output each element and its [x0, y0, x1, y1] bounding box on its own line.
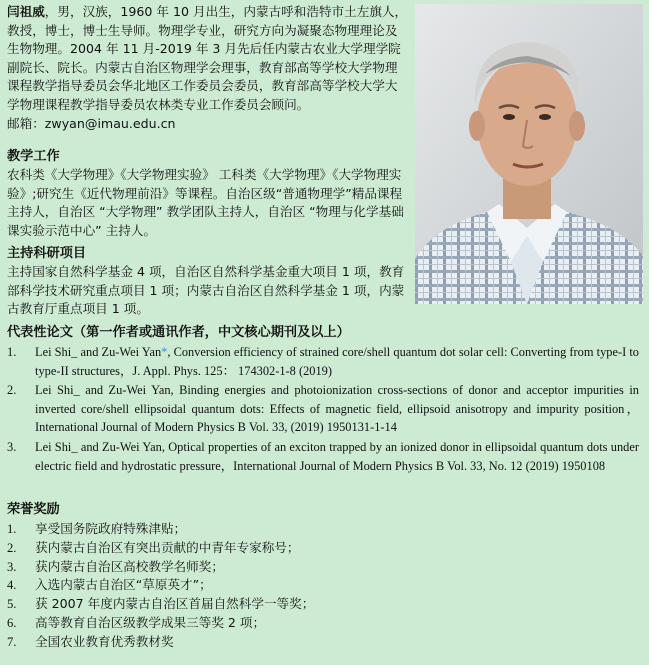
honor-number: 3. [7, 559, 17, 574]
honors-list [7, 520, 507, 652]
honor-item [7, 520, 507, 539]
paper-citation: , Conversion efficiency of strained core/shell quantum dot solar cell: Converting from type-I to type-II structures，J. Appl. Phys. 125： 174302-1-8 (2019) [35, 345, 639, 378]
honor-item [7, 595, 507, 614]
teaching-title: 教学工作 [7, 149, 60, 164]
person-name: 闫祖威 [7, 4, 45, 19]
email-link[interactable]: zwyan@imau.edu.cn [44, 115, 176, 131]
paper-number: 1. [7, 345, 17, 359]
honor-item [7, 576, 507, 595]
research-section [7, 244, 409, 319]
paper-item [7, 438, 639, 475]
honor-number: 1. [7, 522, 17, 536]
teaching-section [7, 147, 409, 240]
paper-citation: , Optical properties of an exciton trapped by an ionized donor in ellipsoidal quantum dots under electric field and hydrostatic pressure，International Journal of Modern Physics B Vol. 33, No. 12 (2019) 1950108 [35, 439, 640, 473]
email-label: 邮箱： [7, 115, 45, 131]
honor-item [7, 558, 507, 577]
honor-number: 5. [7, 597, 17, 612]
papers-title: 代表性论文（第一作者或通讯作者，中文核心期刊及以上） [7, 325, 350, 340]
honors-title: 荣誉奖励 [7, 502, 60, 517]
honor-text: 入选内蒙古自治区“草原英才”； [35, 577, 212, 593]
honor-number: 4. [7, 578, 17, 593]
paper-authors: Lei Shi_ and Zu-Wei Yan [35, 383, 171, 398]
paper-number: 3. [7, 439, 17, 454]
honor-number: 7. [7, 634, 17, 649]
honor-text: 获内蒙古自治区有突出贡献的中青年专家称号； [35, 539, 300, 555]
honor-text: 获 2007 年度内蒙古自治区首届自然科学一等奖； [35, 596, 315, 612]
paper-item [7, 343, 639, 380]
paper-authors: Lei Shi_ and Zu-Wei Yan [35, 439, 162, 454]
profile-photo [415, 4, 643, 304]
honor-item [7, 539, 507, 558]
paper-authors: Lei Shi_ and Zu-Wei Yan [35, 345, 162, 359]
research-title: 主持科研项目 [7, 246, 87, 261]
paper-citation: , Binding energies and photoionization cross-sections of donor and acceptor impurities in inverted core/shell ellipsoidal quantum dots: Effects of magnetic field, ellipsoid anisotropy and impurity position，International Journal of Modern Physics B Vol. 33, (2019) 1950131-1-14 [35, 383, 639, 435]
bio-text: ，男，汉族，1960 年 10 月出生，内蒙古呼和浩特市土左旗人，教授，博士，博士生导师。物理学专业，研究方向为凝聚态物理理论及生物物理。2004 年 11 月-2019 年 3 月先后任内蒙古农业大学理学院副院长、院长。内蒙古自治区物理学会理事，教育部高等学校大学物理课程教学指导委员会华北地区工作委员会委员，教育部高等学校大学大学物理课程教学指导委员农林类专业工作委员会顾问。 [7, 4, 408, 112]
honor-number: 2. [7, 540, 17, 555]
paper-number: 2. [7, 383, 17, 398]
paper-item [7, 381, 639, 437]
honor-text: 享受国务院政府特殊津贴； [35, 521, 187, 536]
honor-item [7, 633, 507, 652]
honor-number: 6. [7, 615, 17, 630]
corresponding-mark: * [161, 345, 168, 359]
research-text: 主持国家自然科学基金 4 项，自治区自然科学基金重大项目 1 项，教育部科学技术研究重点项目 1 项；内蒙古自治区自然科学基金 1 项，内蒙古教育厅重点项目 1 项。 [7, 264, 405, 317]
papers-list [7, 343, 639, 476]
honor-text: 高等教育自治区级教学成果三等奖 2 项； [35, 614, 266, 630]
teaching-text: 农科类《大学物理》《大学物理实验》 工科类《大学物理》《大学物理实验》;研究生《近代物理前沿》等课程。自治区级“普通物理学”精品课程主持人，自治区 “大学物理” 教学团队主持人，自治区 “物理与化学基础课实验示范中心” 主持人。 [7, 167, 404, 238]
honor-item [7, 614, 507, 633]
honor-text: 获内蒙古自治区高校教学名师奖； [35, 558, 224, 574]
intro-paragraph [7, 3, 409, 133]
honor-text: 全国农业教育优秀教材奖 [35, 633, 174, 649]
